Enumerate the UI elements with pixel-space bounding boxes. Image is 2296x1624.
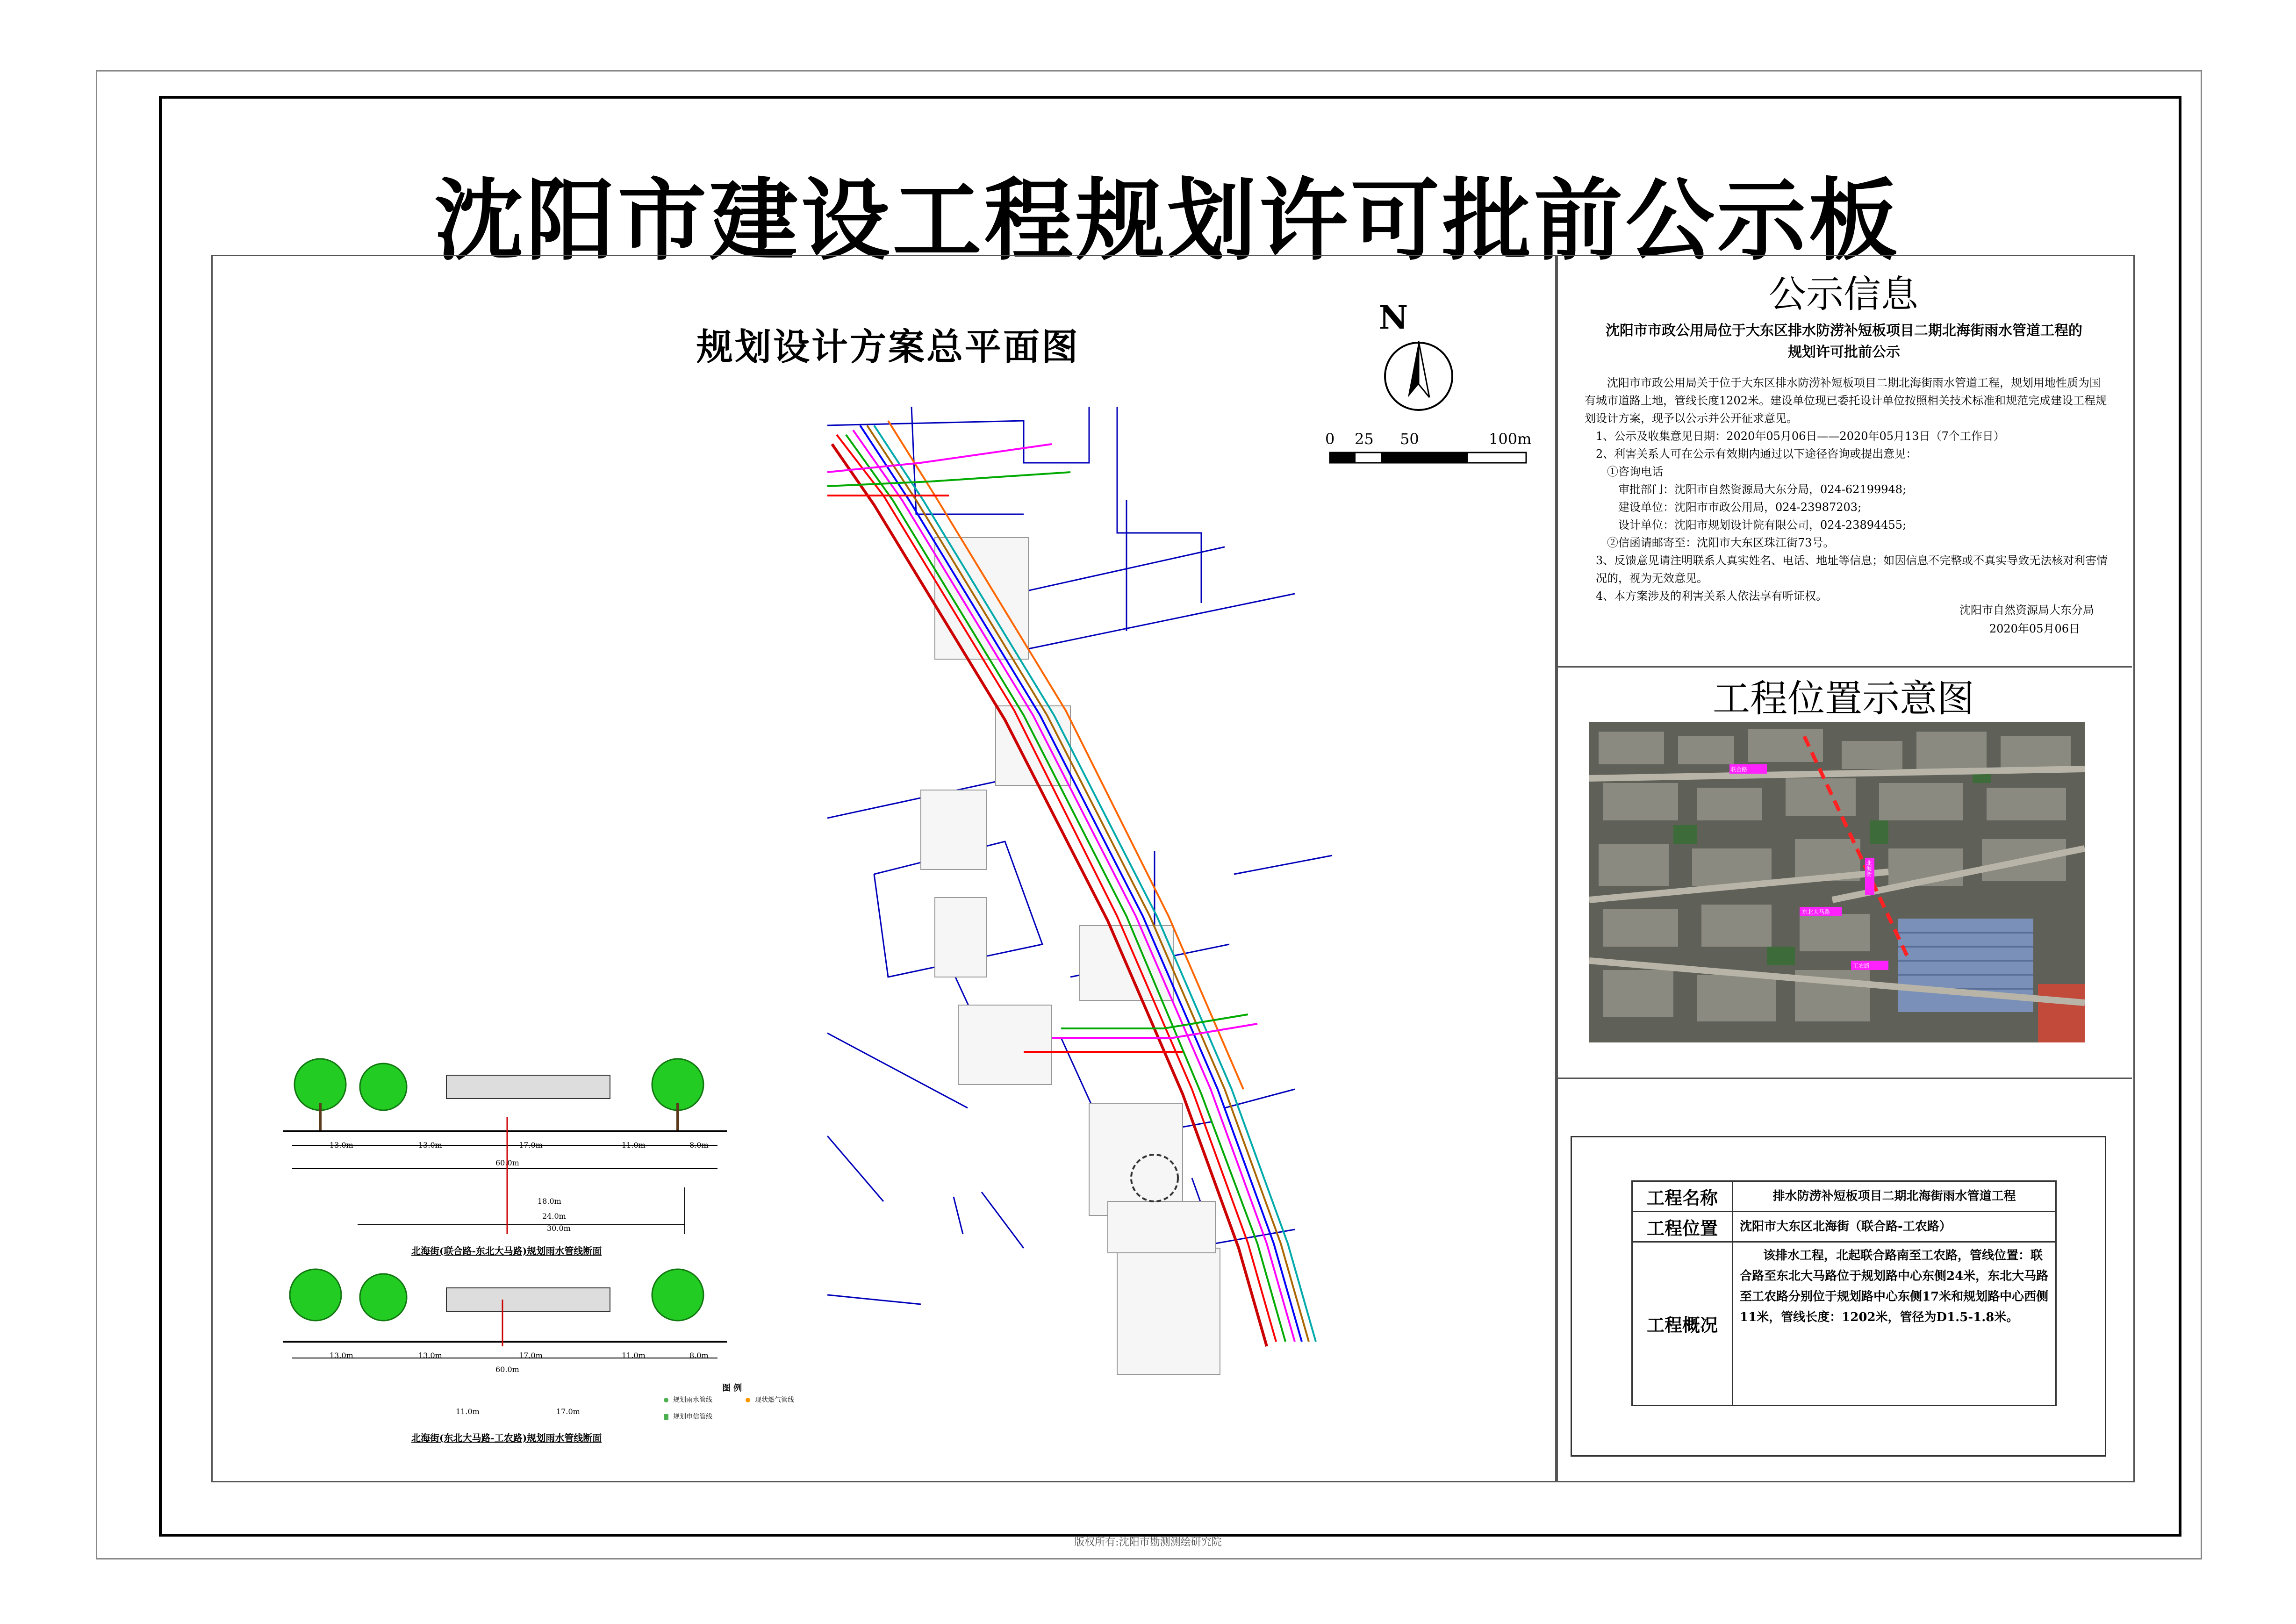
project-location-value: 沈阳市大东区北海街（联合路-工农路） [1733,1212,2056,1242]
notice-contact-3: 设计单位：沈阳市规划设计院有限公司，024-23894455; [1618,518,1907,532]
notice-item-2: 2、利害关系人可在公示有效期内通过以下途径咨询或提出意见： [1596,447,1917,460]
project-row-location [1632,1212,2056,1242]
s1-dim-1: 13.0m [330,1141,353,1150]
location-satellite-image [1589,722,2085,1042]
s1-dim-3: 17.0m [519,1141,543,1150]
legend-item-gas: 现状燃气管线 [755,1396,794,1404]
notice-sign-org: 沈阳市自然资源局大东分局 [1959,604,2094,617]
notice-subtitle [1575,320,2113,363]
section-2-graphic [283,1269,727,1358]
notice-sign-date: 2020年05月06日 [1989,622,2080,635]
notice-item-3: 3、反馈意见请注明联系人真实姓名、电话、地址等信息；如因信息不完整或不真实导致无法核对利害情况的，视为无效意见。 [1596,554,2108,585]
loc-label-beihai: 北海街 [1866,860,1872,877]
scale-50: 50 [1400,430,1419,448]
s2-dim-1: 13.0m [330,1351,353,1360]
section-1-title: 北海街(联合路-东北大马路)规划雨水管线断面 [411,1245,602,1257]
project-location-label: 工程位置 [1632,1212,1733,1242]
loc-label-lianhe: 联合路 [1730,766,1748,773]
notice-paragraph: 沈阳市市政公用局关于位于大东区排水防涝补短板项目二期北海街雨水管道工程，规划用地性质为国有城市道路土地，管线长度1202米。建设单位现已委托设计单位按照相关技术标准和规范完成建设工程规划设计方案，现予以公示并公开征求意见。 [1585,376,2107,425]
legend-marker-telecom [664,1414,668,1420]
copyright: 版权所有:沈阳市勘测测绘研究院 [1074,1537,1222,1548]
notice-item-4: 4、本方案涉及的利害关系人依法享有听证权。 [1596,589,1828,603]
project-overview-label: 工程概况 [1632,1242,1733,1406]
scale-25: 25 [1355,430,1374,448]
notice-item-2-2: ②信函请邮寄至：沈阳市大东区珠江街73号。 [1607,536,1835,549]
project-name-label: 工程名称 [1632,1181,1733,1212]
site-plan-title: 规划设计方案总平面图 [696,326,1080,368]
loc-label-dongbei: 东北大马路 [1802,909,1830,915]
divider-2 [1555,1078,2132,1079]
s2-offset-2: 17.0m [556,1407,580,1416]
north-label: N [1379,299,1408,337]
legend-marker-gas [746,1398,750,1402]
notice-subtitle-line1: 沈阳市市政公用局位于大东区排水防涝补短板项目二期北海街雨水管道工程的 [1606,323,2082,339]
s1-dim-4: 11.0m [622,1141,646,1150]
notice-contact-2: 建设单位：沈阳市市政公用局，024-23987203; [1618,501,1862,514]
s2-dim-3: 17.0m [519,1351,543,1360]
notice-subtitle-line2: 规划许可批前公示 [1788,344,1900,360]
s1-offset-3: 30.0m [547,1224,571,1233]
s2-dim-5: 8.0m [689,1351,709,1360]
s1-dim-2: 13.0m [418,1141,442,1150]
s1-dim-5: 8.0m [689,1141,709,1150]
divider-1 [1555,666,2132,668]
notice-item-1: 1、公示及收集意见日期：2020年05月06日——2020年05月13日（7个工作日） [1596,430,2005,443]
cross-sections-drawing [283,1047,727,1388]
s2-total: 60.0m [495,1365,519,1374]
project-row-name [1632,1181,2056,1212]
notice-item-2-1: ①咨询电话 [1607,465,1663,478]
loc-label-gongnong: 工农路 [1853,963,1870,969]
project-row-overview [1632,1242,2056,1406]
scale-100: 100m [1489,430,1532,448]
legend-item-telecom: 规划电信管线 [673,1413,712,1421]
scale-0: 0 [1325,430,1335,448]
north-arrow-icon [1379,337,1458,416]
scale-bar [1327,449,1533,467]
project-info-table [1631,1180,2057,1406]
legend-item-rain: 规划雨水管线 [673,1396,712,1404]
s2-dim-4: 11.0m [622,1351,646,1360]
notice-title: 公示信息 [1769,273,1918,316]
s1-offset-2: 24.0m [542,1212,566,1221]
section-2-title: 北海街(东北大马路-工农路)规划雨水管线断面 [411,1432,602,1444]
s2-offset-1: 11.0m [456,1407,480,1416]
legend-marker-rain [664,1398,668,1402]
s1-offset-1: 18.0m [538,1197,561,1206]
project-name-value: 排水防涝补短板项目二期北海街雨水管道工程 [1733,1181,2056,1212]
notice-contact-1: 审批部门：沈阳市自然资源局大东分局，024-62199948; [1618,483,1907,496]
notice-body [1585,374,2108,605]
location-title: 工程位置示意图 [1713,677,1974,720]
legend-title: 图 例 [722,1383,742,1393]
s2-dim-2: 13.0m [418,1351,442,1360]
site-plan-map [827,407,1342,1384]
s1-total: 60.0m [495,1158,519,1167]
project-overview-value: 该排水工程，北起联合路南至工农路，管线位置：联合路至东北大马路位于规划路中心东侧24米，东北大马路至工农路分别位于规划路中心东侧17米和规划路中心西侧11米，管线长度：1202米，管径为D1.5-1.8米。 [1733,1242,2056,1406]
page-title: 沈阳市建设工程规划许可批前公示板 [434,168,1901,273]
